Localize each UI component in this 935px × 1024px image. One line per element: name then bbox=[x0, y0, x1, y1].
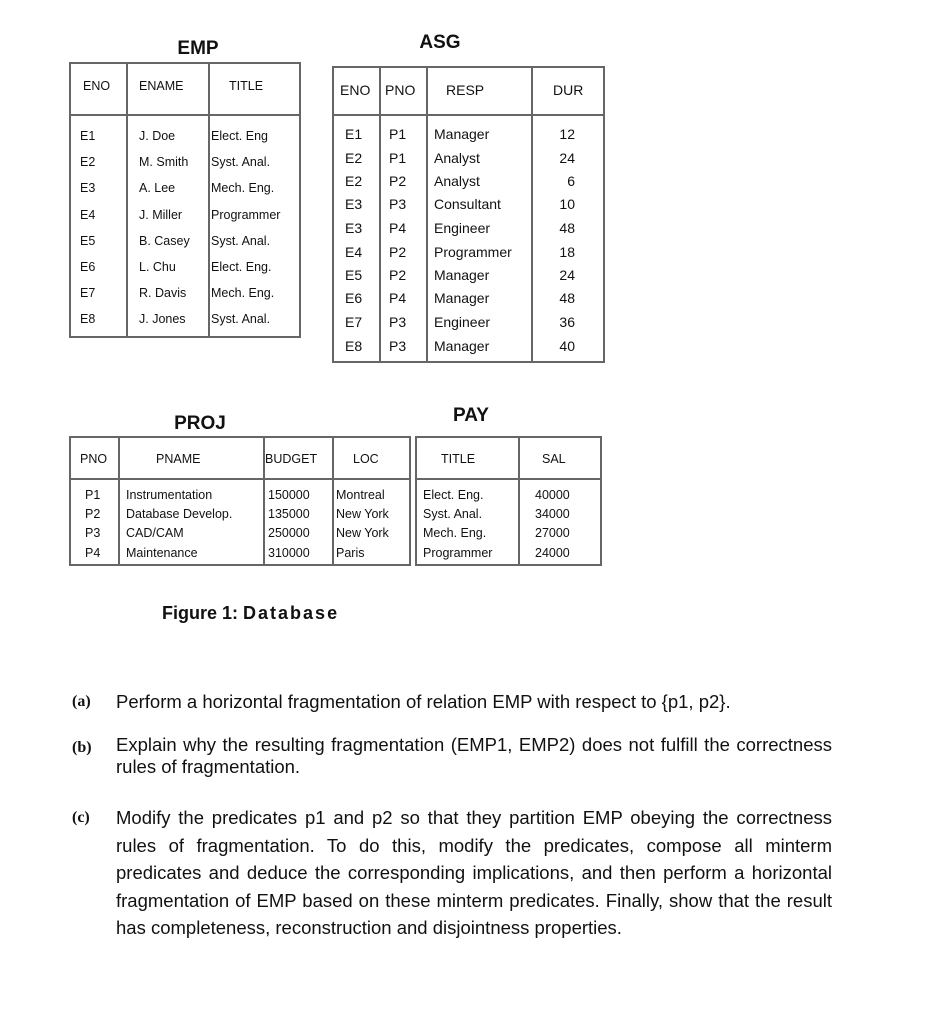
question-a bbox=[72, 688, 852, 718]
proj-cell: Paris bbox=[336, 546, 365, 560]
asg-cell: E1 bbox=[345, 126, 363, 142]
emp-header-ename: ENAME bbox=[139, 79, 184, 93]
asg-cell: E3 bbox=[345, 220, 363, 236]
figure-caption-word: Database bbox=[243, 603, 340, 623]
figure-caption-prefix: Figure 1: bbox=[162, 603, 239, 623]
question-b-label: (b) bbox=[72, 739, 92, 756]
emp-table bbox=[69, 62, 301, 338]
asg-cell: 10 bbox=[559, 196, 575, 212]
emp-header-eno: ENO bbox=[83, 79, 111, 93]
proj-cell: New York bbox=[336, 507, 389, 521]
asg-cell: 24 bbox=[559, 267, 575, 283]
question-b bbox=[72, 734, 852, 789]
pay-cell: Programmer bbox=[423, 546, 493, 560]
asg-cell: P4 bbox=[389, 290, 407, 306]
proj-table bbox=[69, 436, 411, 566]
asg-header-pno: PNO bbox=[385, 82, 416, 98]
emp-table-title: EMP bbox=[177, 38, 219, 59]
asg-cell: 12 bbox=[559, 126, 575, 142]
asg-cell: E2 bbox=[345, 150, 363, 166]
emp-cell: Syst. Anal. bbox=[211, 155, 271, 169]
proj-cell: 310000 bbox=[268, 546, 310, 560]
pay-cell: Elect. Eng. bbox=[423, 488, 484, 502]
asg-cell: Analyst bbox=[434, 150, 480, 166]
emp-cell: B. Casey bbox=[139, 234, 190, 248]
asg-cell: P3 bbox=[389, 314, 407, 330]
emp-cell: E1 bbox=[80, 129, 96, 143]
emp-cell: E7 bbox=[80, 286, 96, 300]
asg-cell: E8 bbox=[345, 338, 363, 354]
asg-cell: P1 bbox=[389, 126, 407, 142]
question-a-text: Perform a horizontal fragmentation of relation EMP with respect to {p1, p2}. bbox=[116, 691, 731, 712]
asg-cell: Programmer bbox=[434, 244, 512, 260]
asg-cell: 48 bbox=[559, 290, 575, 306]
asg-cell: 48 bbox=[559, 220, 575, 236]
proj-cell: P3 bbox=[85, 526, 101, 540]
proj-header-budget: BUDGET bbox=[265, 452, 318, 466]
proj-cell: Database Develop. bbox=[126, 507, 233, 521]
asg-cell: 6 bbox=[567, 173, 575, 189]
asg-header-dur: DUR bbox=[553, 82, 584, 98]
pay-cell: Syst. Anal. bbox=[423, 507, 483, 521]
emp-cell: M. Smith bbox=[139, 155, 189, 169]
asg-cell: P2 bbox=[389, 267, 407, 283]
asg-cell: E7 bbox=[345, 314, 363, 330]
emp-cell: Elect. Eng bbox=[211, 129, 268, 143]
emp-cell: E8 bbox=[80, 312, 96, 326]
asg-cell: Manager bbox=[434, 267, 490, 283]
pay-cell: Mech. Eng. bbox=[423, 526, 487, 540]
emp-cell: J. Doe bbox=[139, 129, 176, 143]
asg-header-resp: RESP bbox=[446, 82, 485, 98]
question-c bbox=[72, 804, 852, 974]
asg-cell: 40 bbox=[559, 338, 575, 354]
emp-cell: Syst. Anal. bbox=[211, 234, 271, 248]
question-c-label: (c) bbox=[72, 809, 90, 826]
asg-cell: P2 bbox=[389, 173, 407, 189]
asg-cell: Manager bbox=[434, 126, 490, 142]
emp-cell: E5 bbox=[80, 234, 96, 248]
pay-cell: 40000 bbox=[535, 488, 570, 502]
asg-table bbox=[332, 66, 605, 363]
asg-cell: E4 bbox=[345, 244, 363, 260]
emp-cell: Elect. Eng. bbox=[211, 260, 272, 274]
asg-cell: E5 bbox=[345, 267, 363, 283]
emp-cell: Mech. Eng. bbox=[211, 286, 275, 300]
asg-cell: Manager bbox=[434, 338, 490, 354]
proj-cell: P4 bbox=[85, 546, 101, 560]
asg-cell: 24 bbox=[559, 150, 575, 166]
asg-cell: P4 bbox=[389, 220, 407, 236]
emp-cell: E4 bbox=[80, 208, 96, 222]
proj-header-pname: PNAME bbox=[156, 452, 201, 466]
asg-cell: 18 bbox=[559, 244, 575, 260]
pay-cell: 34000 bbox=[535, 507, 570, 521]
pay-header-sal: SAL bbox=[542, 452, 566, 466]
asg-cell: P3 bbox=[389, 196, 407, 212]
asg-cell: P3 bbox=[389, 338, 407, 354]
emp-cell: Programmer bbox=[211, 208, 281, 222]
proj-header-loc: LOC bbox=[353, 452, 379, 466]
pay-header-title: TITLE bbox=[441, 452, 476, 466]
emp-cell: J. Jones bbox=[139, 312, 186, 326]
asg-cell: E2 bbox=[345, 173, 363, 189]
question-b-text: Explain why the resulting fragmentation (EMP1, EMP2) does not fulfill the correctness rules of fragmentation. bbox=[116, 734, 832, 777]
asg-table-title: ASG bbox=[419, 32, 461, 53]
emp-cell: E6 bbox=[80, 260, 96, 274]
asg-cell: E6 bbox=[345, 290, 363, 306]
question-c-text: Modify the predicates p1 and p2 so that they partition EMP obeying the correctness rules of fragmentation. To do this, modify the predicates, compose all minterm predicates and deduce the corresponding implications, and then perform a horizontal fragmentation of EMP based on these minterm predicates. Finally, show that the result has completeness, reconstruction and disjointness properties. bbox=[116, 807, 832, 938]
asg-cell: E3 bbox=[345, 196, 363, 212]
asg-cell: Consultant bbox=[434, 196, 501, 212]
emp-header-title: TITLE bbox=[229, 79, 264, 93]
proj-cell: P2 bbox=[85, 507, 101, 521]
proj-header-pno: PNO bbox=[80, 452, 108, 466]
figure-caption bbox=[162, 603, 339, 624]
proj-cell: 150000 bbox=[268, 488, 310, 502]
proj-cell: 250000 bbox=[268, 526, 310, 540]
asg-cell: Manager bbox=[434, 290, 490, 306]
pay-cell: 24000 bbox=[535, 546, 570, 560]
emp-cell: J. Miller bbox=[139, 208, 183, 222]
proj-cell: 135000 bbox=[268, 507, 310, 521]
emp-cell: E3 bbox=[80, 181, 96, 195]
proj-table-title: PROJ bbox=[174, 413, 226, 434]
proj-cell: New York bbox=[336, 526, 389, 540]
proj-cell: CAD/CAM bbox=[126, 526, 184, 540]
asg-cell: 36 bbox=[559, 314, 575, 330]
question-a-label: (a) bbox=[72, 693, 91, 710]
emp-cell: E2 bbox=[80, 155, 96, 169]
pay-cell: 27000 bbox=[535, 526, 570, 540]
emp-cell: R. Davis bbox=[139, 286, 187, 300]
proj-cell: Instrumentation bbox=[126, 488, 213, 502]
asg-cell: Engineer bbox=[434, 314, 491, 330]
pay-table-title: PAY bbox=[453, 405, 489, 426]
emp-cell: L. Chu bbox=[139, 260, 176, 274]
proj-cell: Maintenance bbox=[126, 546, 198, 560]
asg-cell: Engineer bbox=[434, 220, 491, 236]
proj-cell: P1 bbox=[85, 488, 101, 502]
asg-cell: Analyst bbox=[434, 173, 480, 189]
asg-header-eno: ENO bbox=[340, 82, 371, 98]
emp-cell: A. Lee bbox=[139, 181, 176, 195]
asg-cell: P2 bbox=[389, 244, 407, 260]
emp-cell: Syst. Anal. bbox=[211, 312, 271, 326]
pay-table bbox=[415, 436, 602, 566]
proj-cell: Montreal bbox=[336, 488, 385, 502]
asg-cell: P1 bbox=[389, 150, 407, 166]
emp-cell: Mech. Eng. bbox=[211, 181, 275, 195]
